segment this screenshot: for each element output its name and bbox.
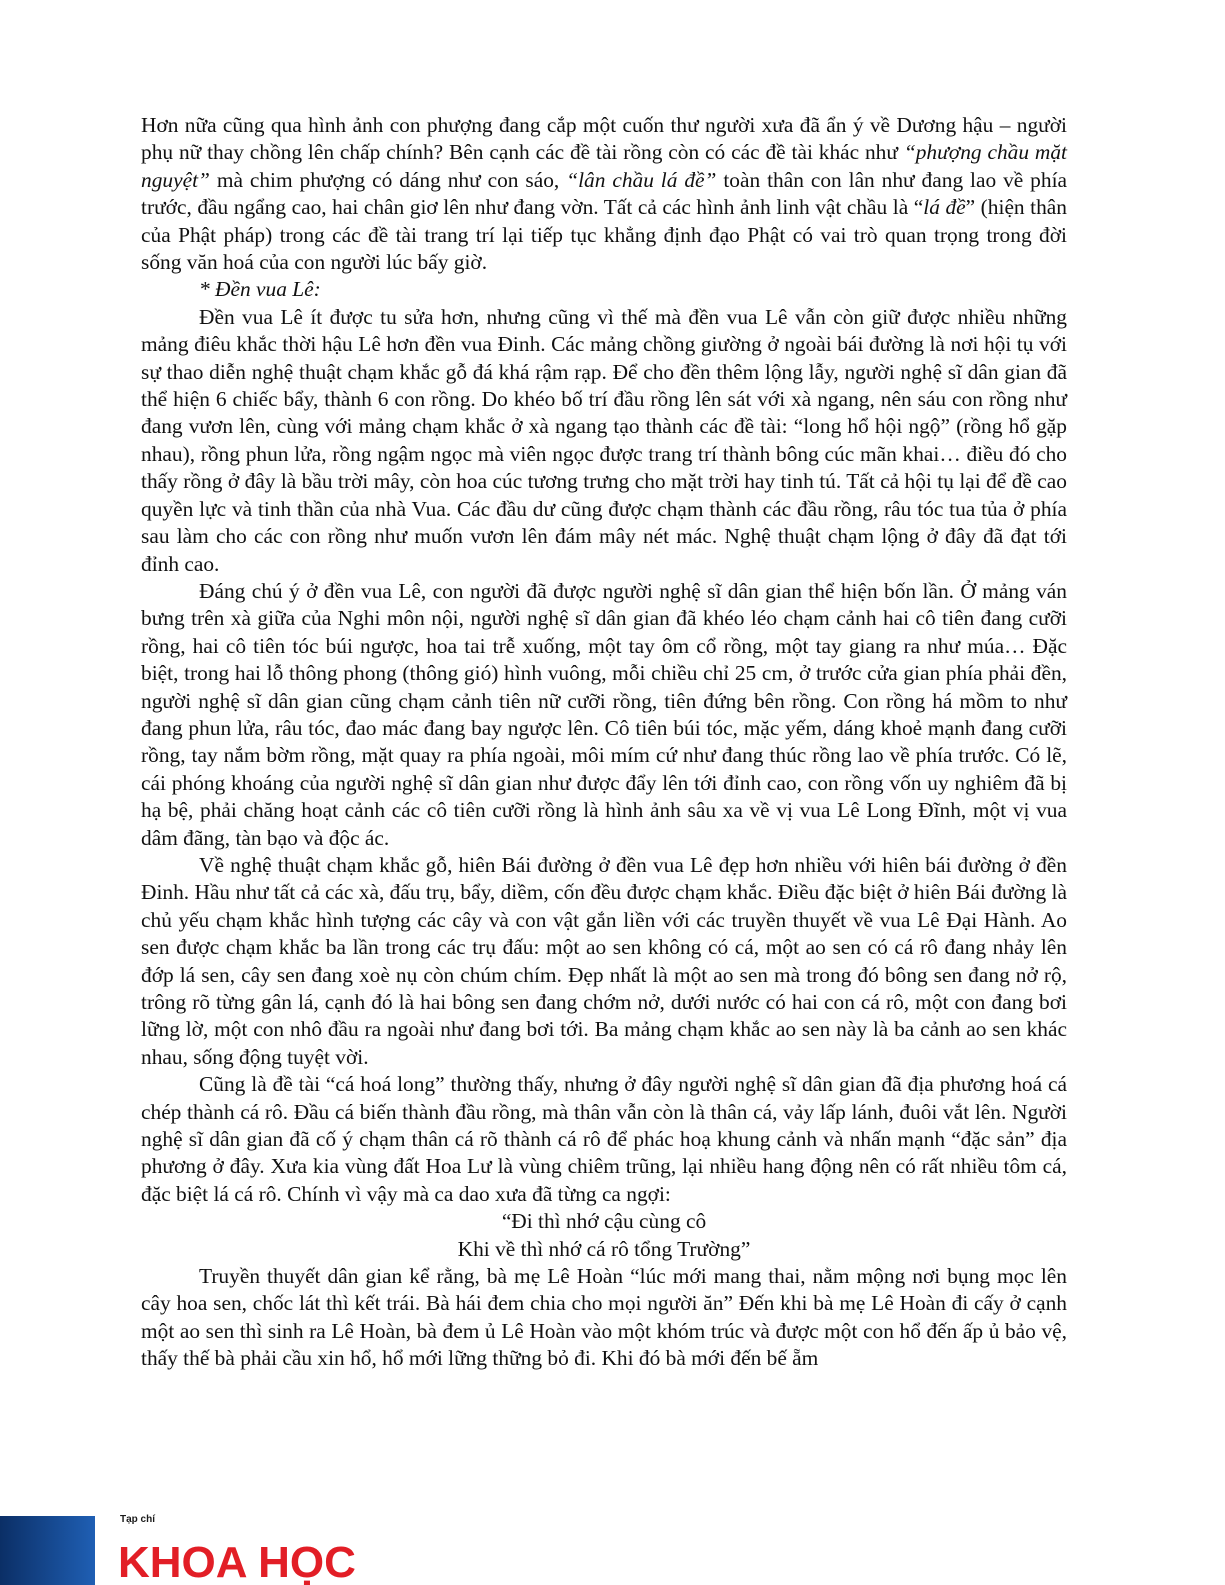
paragraph bbox=[141, 1071, 1067, 1208]
text-run: mà chim phượng có dáng như con sáo, bbox=[209, 167, 567, 192]
italic-text: lá đề bbox=[923, 195, 966, 220]
logo-big-text: KHOA HỌC bbox=[118, 1538, 356, 1585]
text-run: Đáng chú ý ở đền vua Lê, con người đã được người nghệ sĩ dân gian thể hiện bốn lần. Ở mảng ván bưng trên xà giữa của Nghi môn nội, người nghệ sĩ dân gian đã khéo léo chạm cảnh hai cô tiên đang cưỡi rồng, hai cô tiên tóc búi ngược, hoa tai trễ xuống, một tay ôm cổ rồng, một tay giang ra như múa… Đặc biệt, trong hai lỗ thông phong (thông gió) hình vuông, mỗi chiều chỉ 25 cm, ở trước cửa gian phía phải đền, người nghệ sĩ dân gian cũng chạm cảnh tiên nữ cưỡi rồng, tiên đứng bên rồng. Con rồng há mồm to như đang phun lửa, râu tóc, đao mác đang bay ngược lên. Cô tiên búi tóc, mặc yếm, dáng khoẻ mạnh đang cưỡi rồng, tay nắm bờm rồng, mặt quay ra phía ngoài, môi mím cứ như đang thúc rồng lao về phía trước. Có lẽ, cái phóng khoáng của người nghệ sĩ dân gian như được đẩy lên tới đỉnh cao, con rồng vốn uy nghiêm đã bị hạ bệ, phải chăng hoạt cảnh các cô tiên cưỡi rồng là hình ảnh sâu xa về vị vua Lê Long Đĩnh, một vị vua dâm đãng, tàn bạo và độc ác. bbox=[141, 578, 1067, 850]
text-run: ” (hiện thân của Phật pháp) trong các đề tài trang trí lại tiếp tục khẳng định đạo Phật có vai trò quan trọng trong đời sống văn hoá của con người lúc bấy giờ. bbox=[141, 195, 1067, 275]
verse-line bbox=[141, 1236, 1067, 1263]
text-run: “Đi thì nhớ cậu cùng cô bbox=[501, 1209, 707, 1234]
verse-line bbox=[141, 1208, 1067, 1235]
text-run: Truyền thuyết dân gian kể rằng, bà mẹ Lê Hoàn “lúc mới mang thai, nằm mộng nơi bụng mọc lên cây hoa sen, chốc lát thì kết trái. Bà hái đem chia cho mọi người ăn” Đến khi bà mẹ Lê Hoàn đi cấy ở cạnh một ao sen thì sinh ra Lê Hoàn, bà đem ủ Lê Hoàn vào một khóm trúc và được một con hổ đến ấp ủ bảo vệ, thấy thế bà phải cầu xin hổ, hổ mới lững thững bỏ đi. Khi đó bà mới đến bế ẵm bbox=[141, 1264, 1067, 1371]
italic-text: “phượng chầu mặt nguyệt” bbox=[141, 140, 1067, 192]
text-run: Cũng là đề tài “cá hoá long” thường thấy, nhưng ở đây người nghệ sĩ dân gian đã địa phương hoá cá chép thành cá rô. Đầu cá biến thành đầu rồng, mà thân vẫn còn là thân cá, vảy lấp lánh, đuôi vắt lên. Người nghệ sĩ dân gian đã cố ý chạm thân cá rõ thành cá rô để phác hoạ khung cảnh và nhấn mạnh “đặc sản” địa phương ở đây. Xưa kia vùng đất Hoa Lư là vùng chiêm trũng, lại nhiều hang động nên có rất nhiều tôm cá, đặc biệt lá cá rô. Chính vì vậy mà ca dao xưa đã từng ca ngợi: bbox=[141, 1072, 1067, 1206]
paragraph bbox=[141, 578, 1067, 852]
paragraph bbox=[141, 1263, 1067, 1373]
paragraph bbox=[141, 304, 1067, 578]
text-run: Hơn nữa cũng qua hình ảnh con phượng đang cắp một cuốn thư người xưa đã ẩn ý về Dương hậu – người phụ nữ thay chồng lên chấp chính? Bên cạnh các đề tài rồng còn có các đề tài khác như bbox=[141, 113, 1067, 165]
footer-color-band bbox=[0, 1516, 95, 1585]
logo-small-text: Tạp chí bbox=[120, 1514, 156, 1525]
text-run: toàn thân con lân như đang lao về phía trước, đầu ngẩng cao, hai chân giơ lên như đang vờn. Tất cả các hình ảnh linh vật chầu là “ bbox=[141, 167, 1068, 220]
section-heading bbox=[141, 276, 1067, 303]
text-run: Về nghệ thuật chạm khắc gỗ, hiên Bái đường ở đền vua Lê đẹp hơn nhiều với hiên bái đường ở đền Đinh. Hầu như tất cả các xà, đấu trụ, bẩy, diềm, cốn đều được chạm khắc. Điều đặc biệt ở hiên Bái đường là chủ yếu chạm khắc hình tượng các cây và con vật gắn liền với các truyền thuyết về vua Lê Đại Hành. Ao sen được chạm khắc ba lần trong các trụ đấu: một ao sen không có cá, một ao sen có cá rô đang nhảy lên đớp lá sen, cây sen đang xoè nụ còn chúm chím. Đẹp nhất là một ao sen mà trong đó bông sen đang nở rộ, trông rõ từng gân lá, cạnh đó là hai bông sen đang chớm nở, dưới nước có hai con cá rô, một con đang bơi lững lờ, một con nhô đầu ra ngoài như đang bơi tới. Ba mảng chạm khắc ao sen này là ba cảnh ao sen khác nhau, sống động tuyệt vời. bbox=[141, 852, 1067, 1069]
logo-mark bbox=[118, 1525, 356, 1585]
text-run: Khi về thì nhớ cá rô tổng Trường” bbox=[457, 1236, 751, 1261]
magazine-logo bbox=[118, 1512, 356, 1585]
article-body bbox=[141, 112, 1067, 1373]
italic-text: * Đền vua Lê: bbox=[199, 277, 321, 302]
paragraph bbox=[141, 112, 1067, 276]
italic-text: “lân chầu lá đề” bbox=[566, 167, 717, 192]
text-run: Đền vua Lê ít được tu sửa hơn, nhưng cũng vì thế mà đền vua Lê vẫn còn giữ được nhiều những mảng điêu khắc thời hậu Lê hơn đền vua Đinh. Các mảng chồng giường ở ngoài bái đường là nơi hội tụ với sự thao diễn nghệ thuật chạm khắc gỗ đá khá rậm rạp. Để cho đền thêm lộng lẫy, người nghệ sĩ dân gian đã thể hiện 6 chiếc bẩy, thành 6 con rồng. Do khéo bố trí đầu rồng lên sát với xà ngang, nên sáu con rồng như đang vươn lên, cùng với mảng chạm khắc ở xà ngang tạo thành các đề tài: “long hổ hội ngộ” (rồng hổ gặp nhau), rồng phun lửa, rồng ngậm ngọc mà viên ngọc được trang trí thành bông cúc mãn khai… điều đó cho thấy rồng ở đây là bầu trời mây, còn hoa cúc tương trưng cho mặt trời hay tinh tú. Tất cả hội tụ lại để đề cao quyền lực và tinh thần của nhà Vua. Các đầu dư cũng được chạm thành các đầu rồng, râu tóc tua tủa ở phía sau làm cho các con rồng như muốn vươn lên đám mây nét mác. Nghệ thuật chạm lộng ở đây đã đạt tới đỉnh cao. bbox=[141, 304, 1067, 576]
paragraph bbox=[141, 852, 1067, 1071]
